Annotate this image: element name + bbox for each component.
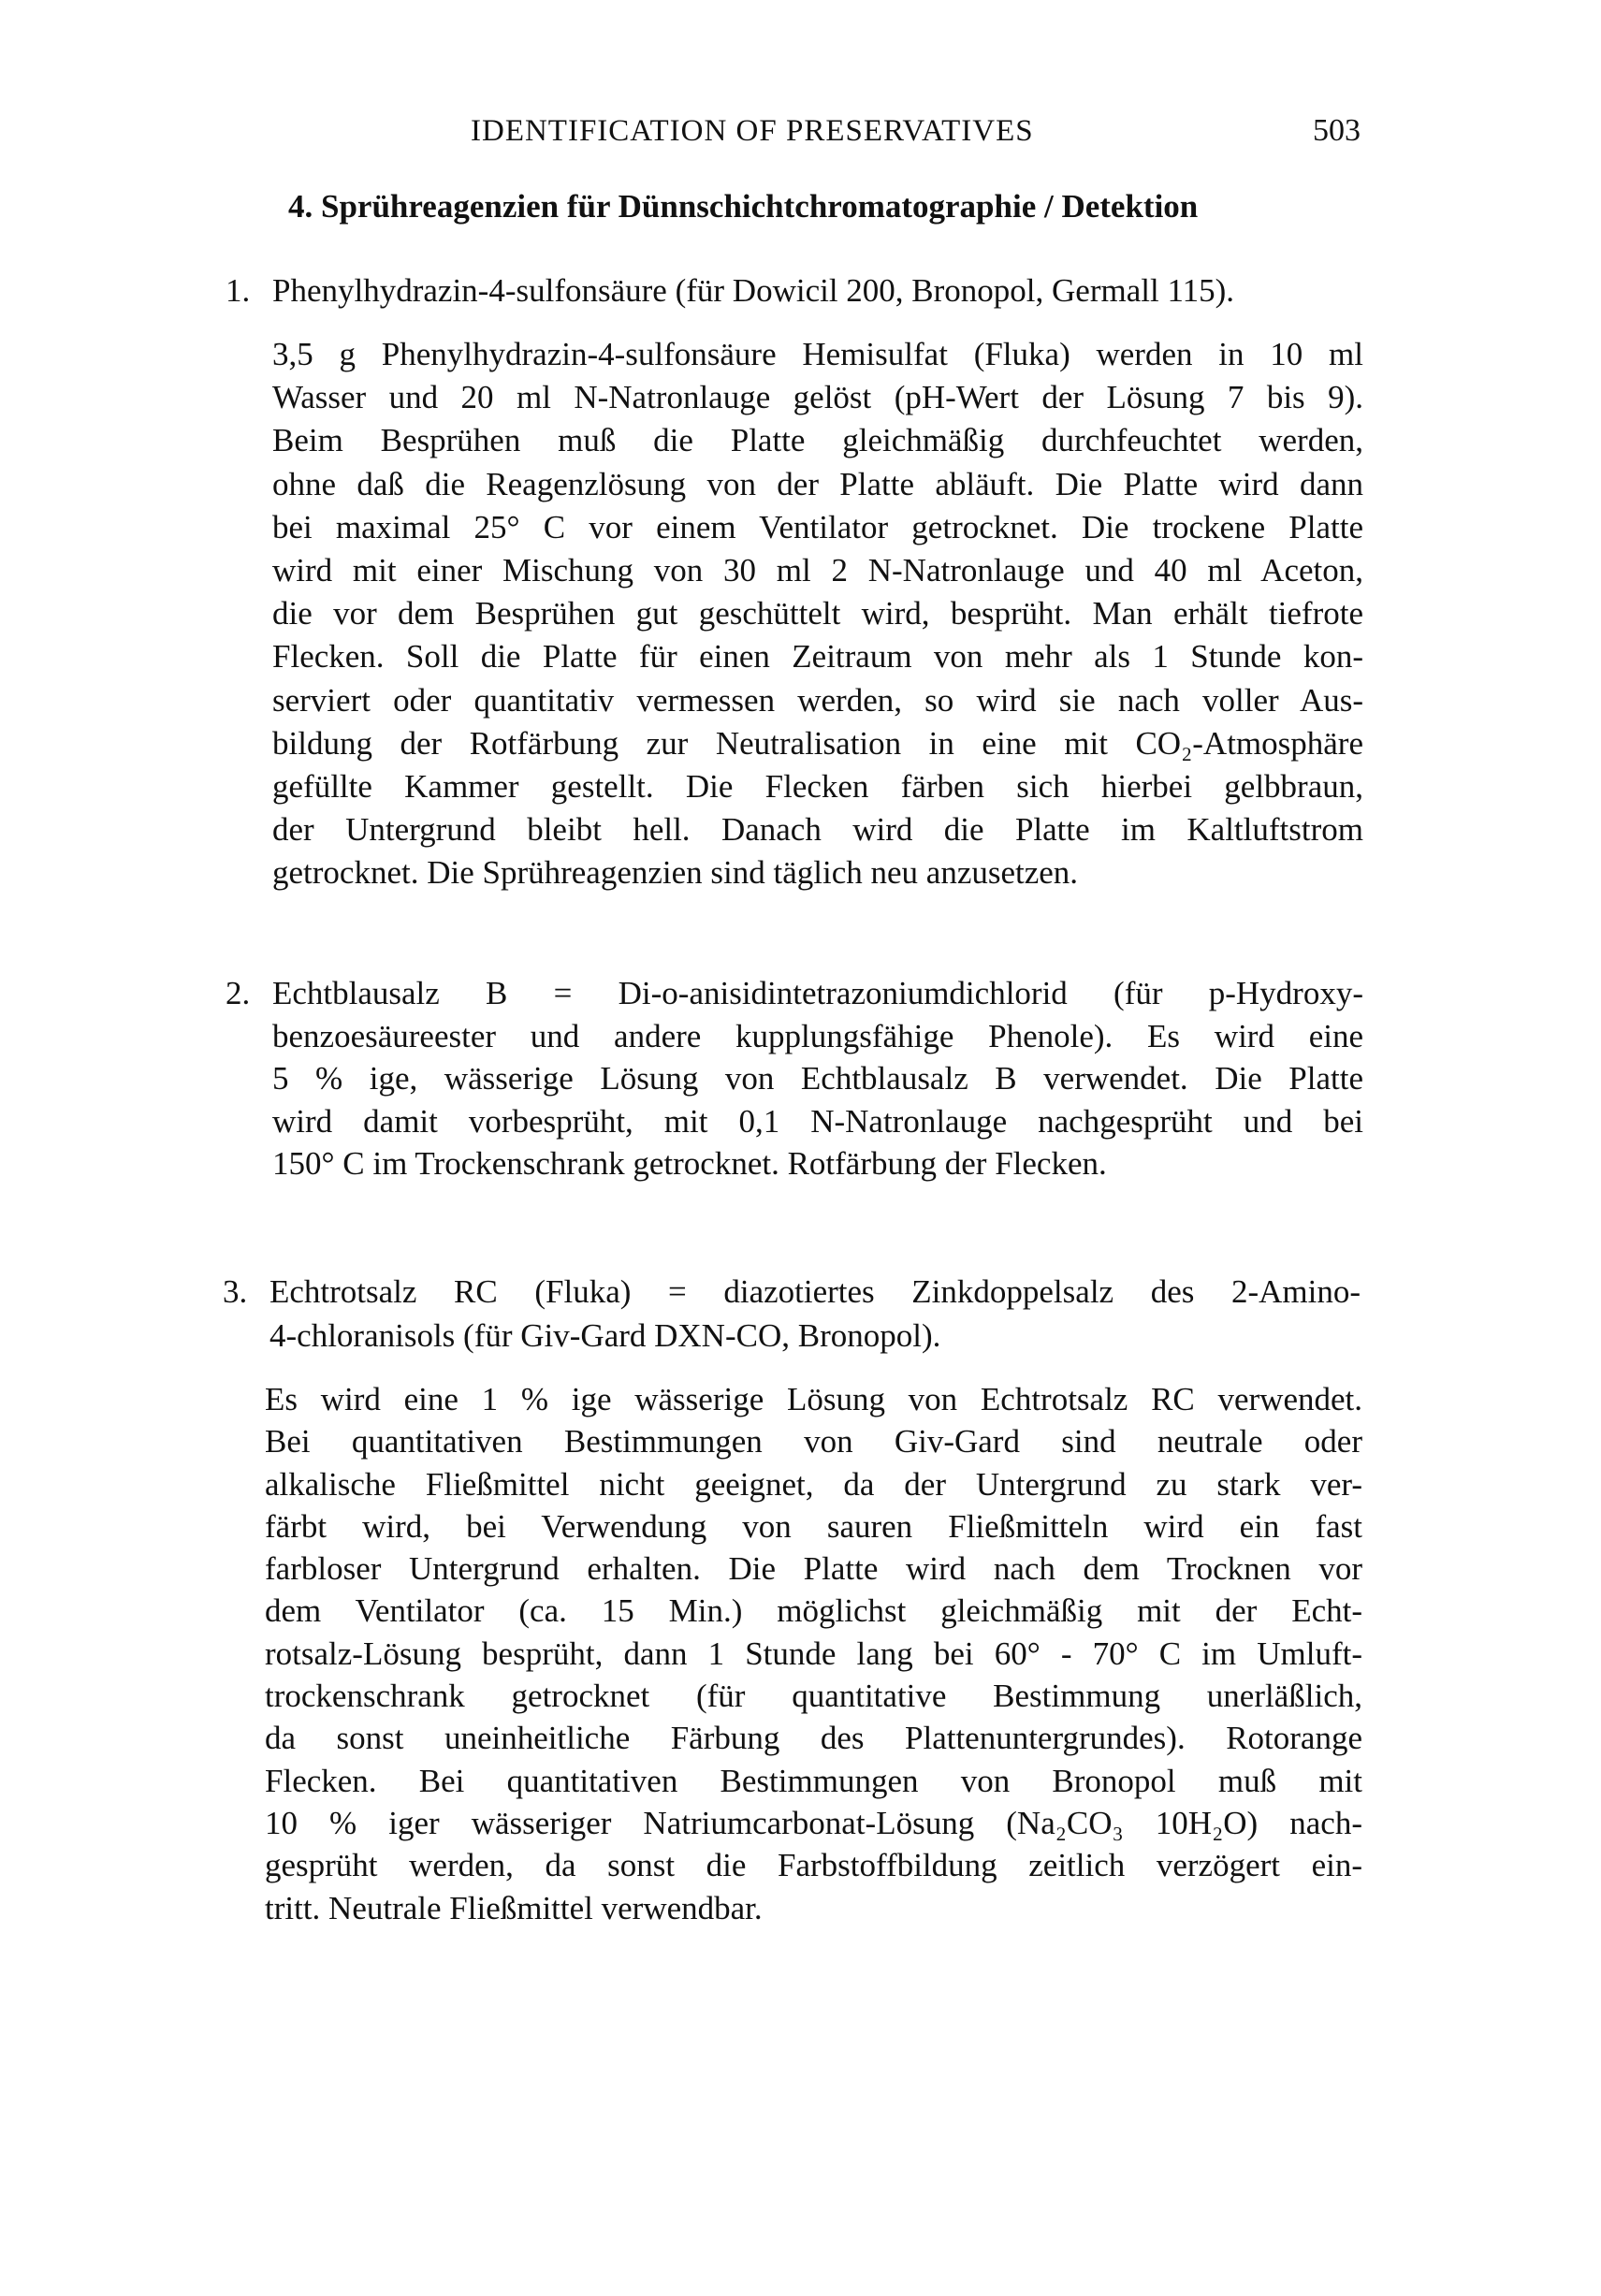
text-line: tritt. Neutrale Fließmittel verwendbar. [265, 1889, 763, 1926]
text-line: benzoesäureester und andere kupplungsfähige Phenole). Es wird eine [272, 1017, 1363, 1054]
text-line: gesprüht werden, da sonst die Farbstoffbildung zeitlich verzögert ein- [265, 1847, 1362, 1884]
text-line: Bei quantitativen Bestimmungen von Giv-Gard sind neutrale oder [265, 1423, 1362, 1460]
text-line: der Untergrund bleibt hell. Danach wird die Platte im Kaltluftstrom [272, 811, 1363, 849]
text-line: Phenylhydrazin-4-sulfonsäure (für Dowicil 200, Bronopol, Germall 115). [272, 272, 1235, 309]
text-line: alkalische Fließmittel nicht geeignet, da der Untergrund zu stark ver- [265, 1465, 1362, 1503]
text-line: dem Ventilator (ca. 15 Min.) möglichst gleichmäßig mit der Echt- [265, 1592, 1362, 1630]
text-line: Wasser und 20 ml N-Natronlauge gelöst (pH-Wert der Lösung 7 bis 9). [272, 379, 1363, 416]
text-line: wird mit einer Mischung von 30 ml 2 N-Natronlauge und 40 ml Aceton, [272, 551, 1363, 589]
item-number-3: 3. [223, 1273, 248, 1310]
text-line: 4-chloranisols (für Giv-Gard DXN-CO, Bronopol). [269, 1316, 941, 1354]
text-line: die vor dem Besprühen gut geschüttelt wird, besprüht. Man erhält tiefrote [272, 595, 1363, 632]
item-1-title [272, 269, 1363, 312]
page-number: 503 [1313, 113, 1361, 148]
text-line: getrocknet. Die Sprühreagenzien sind täglich neu anzusetzen. [272, 854, 1079, 892]
text-line: 3,5 g Phenylhydrazin-4-sulfonsäure Hemisulfat (Fluka) werden in 10 ml [272, 336, 1363, 372]
text-line: 5 % ige, wässerige Lösung von Echtblausalz B verwendet. Die Platte [272, 1060, 1363, 1097]
text-line: da sonst uneinheitliche Färbung des Plattenuntergrundes). Rotorange [265, 1720, 1362, 1757]
item-number-2: 2. [226, 975, 251, 1011]
text-line: bildung der Rotfärbung zur Neutralisation in eine mit CO₂-Atmosphäre [272, 724, 1363, 762]
text-line: wird damit vorbesprüht, mit 0,1 N-Natronlauge nachgesprüht und bei [272, 1102, 1363, 1140]
text-line: serviert oder quantitativ vermessen werden, so wird sie nach voller Aus- [272, 681, 1363, 719]
item-1-body [272, 333, 1363, 894]
text-line: farbloser Untergrund erhalten. Die Platte wird nach dem Trocknen vor [265, 1550, 1362, 1588]
text-line: ohne daß die Reagenzlösung von der Platte abläuft. Die Platte wird dann [272, 465, 1363, 502]
text-line: Flecken. Soll die Platte für einen Zeitraum von mehr als 1 Stunde kon- [272, 638, 1363, 676]
item-3-title [269, 1271, 1361, 1358]
text-line: Beim Besprühen muß die Platte gleichmäßig durchfeuchtet werden, [272, 422, 1363, 459]
section-heading: 4. Sprühreagenzien für Dünnschichtchromatographie / Detektion [288, 188, 1199, 225]
text-line: Echtblausalz B = Di-o-anisidintetrazoniumdichlorid (für p-Hydroxy- [272, 975, 1363, 1011]
text-line: rotsalz-Lösung besprüht, dann 1 Stunde lang bei 60° - 70° C im Umluft- [265, 1635, 1362, 1672]
text-line: trockenschrank getrocknet (für quantitative Bestimmung unerläßlich, [265, 1678, 1362, 1715]
item-3-body [265, 1378, 1362, 1929]
item-2-text [272, 972, 1363, 1185]
item-number-1: 1. [226, 272, 251, 309]
text-line: Es wird eine 1 % ige wässerige Lösung von Echtrotsalz RC verwendet. [265, 1381, 1362, 1417]
text-line: bei maximal 25° C vor einem Ventilator getrocknet. Die trockene Platte [272, 508, 1363, 545]
text-line: färbt wird, bei Verwendung von sauren Fließmitteln wird ein fast [265, 1507, 1362, 1545]
text-line: 10 % iger wässeriger Natriumcarbonat-Lösung (Na₂CO₃ 10H₂O) nach- [265, 1804, 1362, 1841]
running-head: IDENTIFICATION OF PRESERVATIVES [471, 114, 1034, 148]
text-line: Flecken. Bei quantitativen Bestimmungen von Bronopol muß mit [265, 1762, 1362, 1799]
text-line: gefüllte Kammer gestellt. Die Flecken färben sich hierbei gelbbraun, [272, 767, 1363, 805]
text-line: 150° C im Trockenschrank getrocknet. Rotfärbung der Flecken. [272, 1145, 1107, 1183]
text-line: Echtrotsalz RC (Fluka) = diazotiertes Zinkdoppelsalz des 2-Amino- [269, 1273, 1361, 1310]
